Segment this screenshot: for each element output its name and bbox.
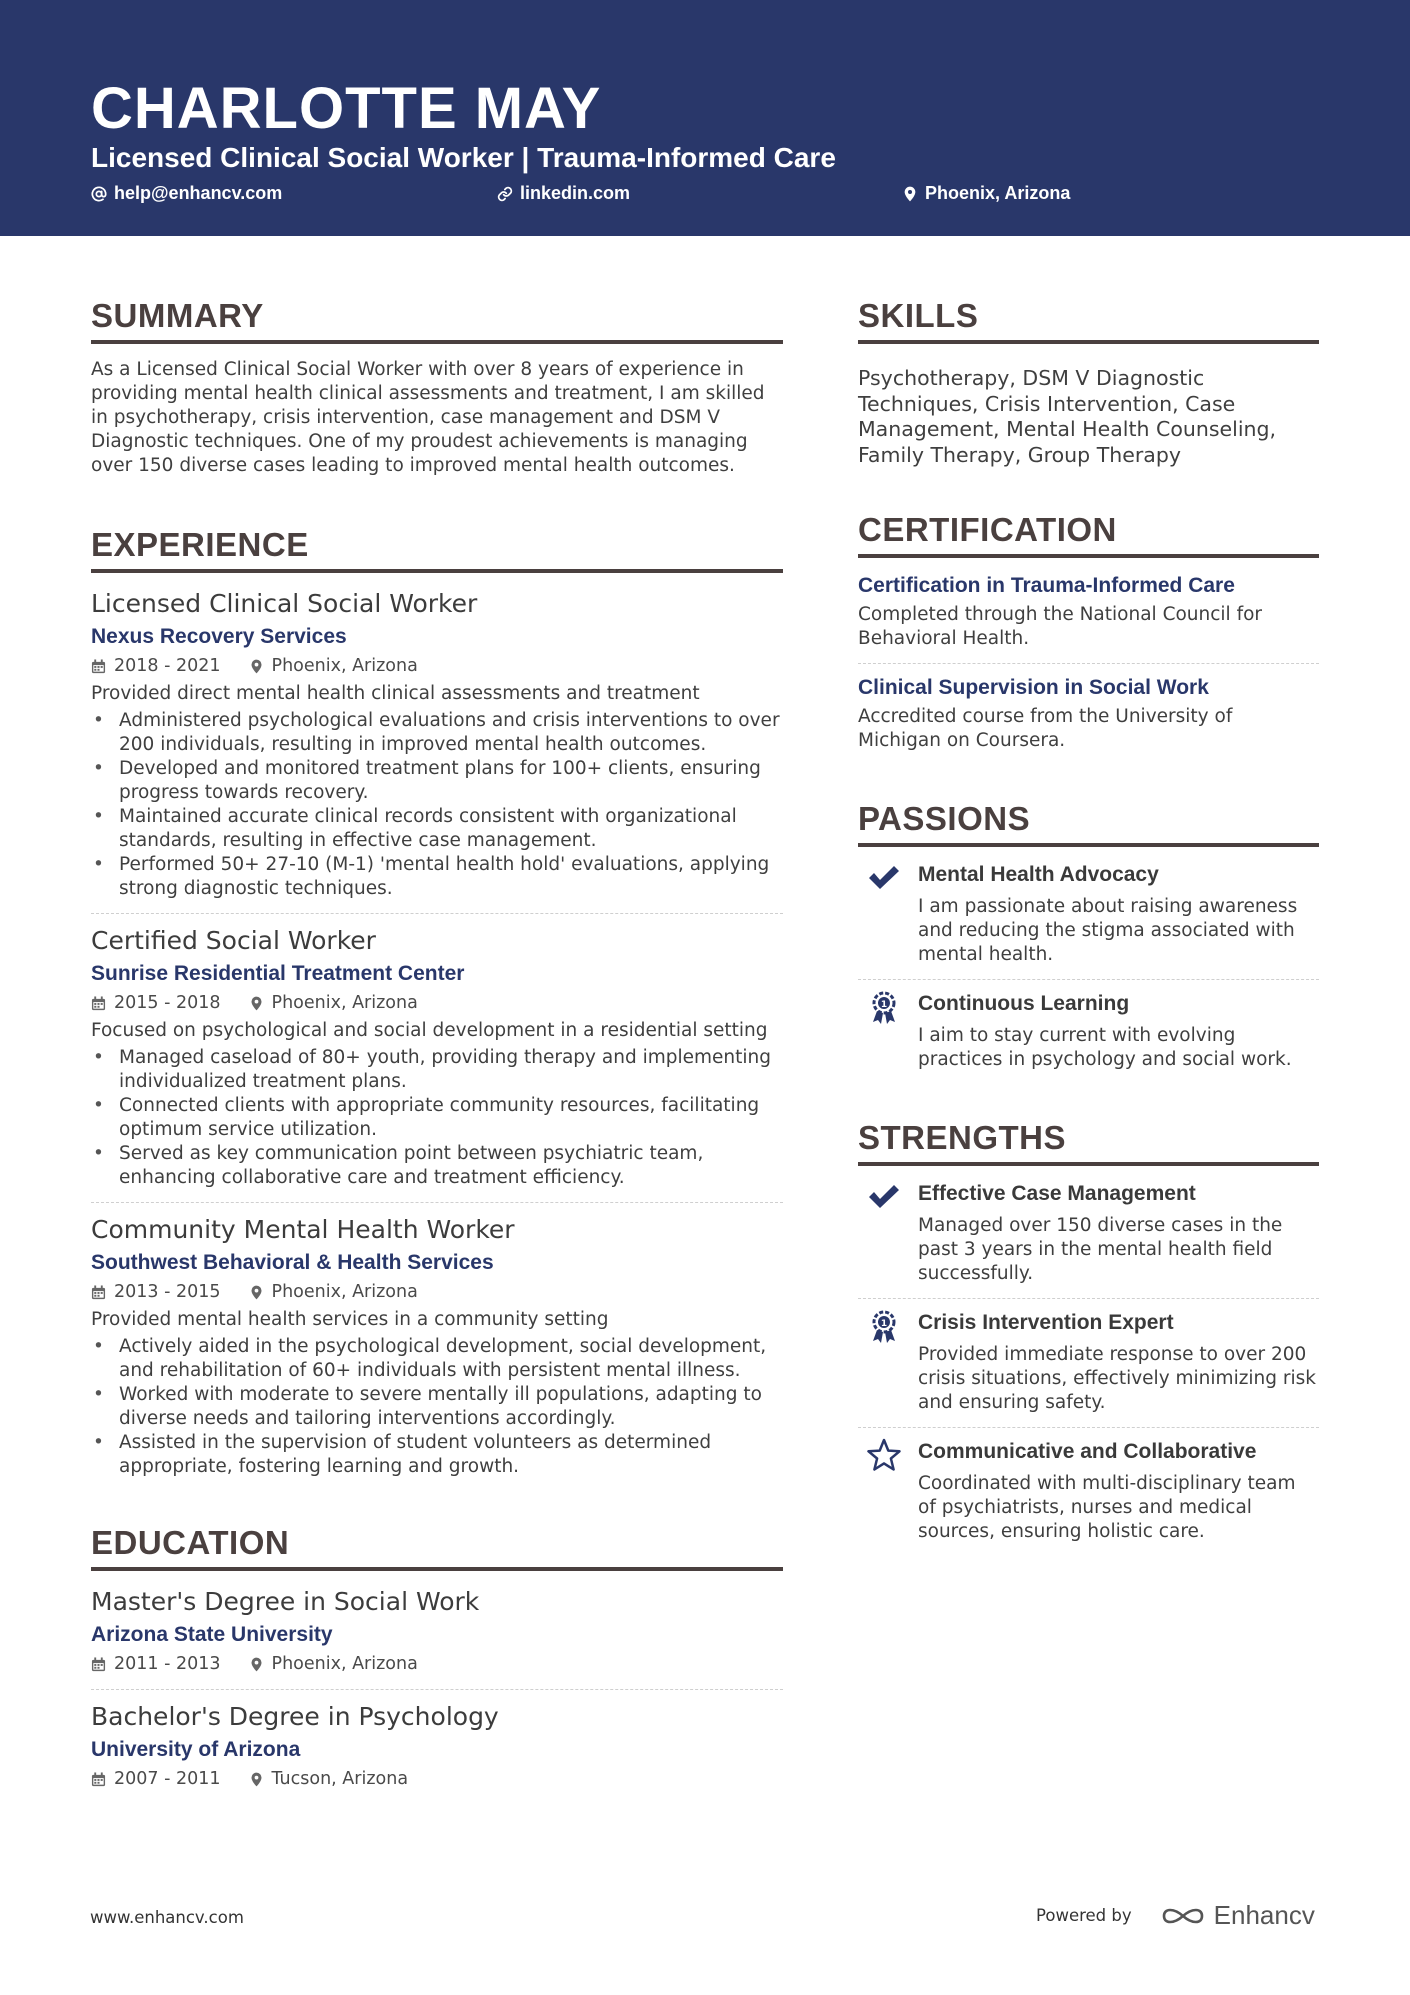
job-meta — [91, 1279, 783, 1305]
education-location — [249, 1651, 418, 1677]
contact-linkedin[interactable] — [497, 183, 630, 204]
strength-title: Crisis Intervention Expert — [918, 1311, 1174, 1334]
job-description: Provided direct mental health clinical assessments and treatment — [91, 683, 700, 704]
job-location-text: Phoenix, Arizona — [271, 993, 418, 1013]
passion-item — [858, 861, 1319, 967]
education-meta — [91, 1766, 783, 1792]
passions-heading: PASSIONS — [858, 799, 1319, 847]
svg-text:1: 1 — [880, 1319, 888, 1329]
candidate-name: CHARLOTTE MAY — [91, 76, 602, 141]
company-name: Nexus Recovery Services — [91, 625, 347, 648]
contact-linkedin-text: linkedin.com — [520, 183, 631, 203]
strength-title: Communicative and Collaborative — [918, 1440, 1257, 1463]
education-location-text: Tucson, Arizona — [271, 1769, 409, 1789]
entry-divider — [858, 1298, 1319, 1299]
contact-location-text: Phoenix, Arizona — [925, 183, 1071, 203]
calendar-icon — [91, 1657, 106, 1672]
education-section — [91, 1523, 783, 1792]
entry-divider — [91, 913, 783, 914]
certification-section — [858, 510, 1319, 753]
experience-entry — [91, 1213, 783, 1479]
contact-email-text: help@enhancv.com — [114, 183, 283, 203]
svg-text:1: 1 — [880, 1000, 888, 1010]
education-entry — [91, 1700, 783, 1792]
footer-website[interactable]: www.enhancv.com — [90, 1908, 244, 1927]
job-bullets — [91, 1046, 783, 1190]
experience-entry — [91, 587, 783, 901]
enhancv-logo[interactable] — [1160, 1900, 1315, 1931]
entry-divider — [91, 1689, 783, 1690]
skills-section — [858, 296, 1319, 468]
job-bullet: • Developed and monitored treatment plans for 100+ clients, ensuring progress towards recovery. — [91, 757, 783, 805]
certification-entry — [858, 572, 1319, 651]
school-name: University of Arizona — [91, 1738, 301, 1761]
job-location-text: Phoenix, Arizona — [271, 656, 418, 676]
strength-description: Coordinated with multi-disciplinary team of psychiatrists, nurses and medical sources, ensuring holistic care. — [918, 1473, 1296, 1542]
education-location — [249, 1766, 409, 1792]
job-bullet: • Connected clients with appropriate community resources, facilitating optimum service utilization. — [91, 1094, 783, 1142]
experience-heading: EXPERIENCE — [91, 525, 783, 573]
degree-title: Bachelor's Degree in Psychology — [91, 1702, 499, 1731]
job-bullet: • Served as key communication point between psychiatric team, enhancing collaborative care and treatment efficiency. — [91, 1142, 783, 1190]
skills-heading: SKILLS — [858, 296, 1319, 344]
job-location — [249, 653, 418, 679]
entry-divider — [91, 1202, 783, 1203]
check-icon — [862, 1180, 906, 1216]
job-location-text: Phoenix, Arizona — [271, 1282, 418, 1302]
map-pin-icon — [249, 1657, 264, 1672]
job-dates: 2018 - 2021 — [114, 656, 221, 676]
strengths-section — [858, 1118, 1319, 1544]
strength-title: Effective Case Management — [918, 1182, 1196, 1205]
star-outline-icon — [862, 1438, 906, 1474]
left-column — [91, 296, 783, 1792]
job-bullet: • Performed 50+ 27-10 (M-1) 'mental health hold' evaluations, applying strong diagnostic techniques. — [91, 853, 783, 901]
strength-description: Managed over 150 diverse cases in the past 3 years in the mental health field successfully. — [918, 1215, 1283, 1284]
summary-text: As a Licensed Clinical Social Worker with over 8 years of experience in providing mental health clinical assessments and treatment, I am skilled in psychotherapy, crisis intervention, case management and DSM V Diagnostic techniques. One of my proudest achievements is managing over 150 diverse cases leading to improved mental health outcomes. — [91, 359, 765, 476]
job-bullets — [91, 1335, 783, 1479]
job-bullet: • Actively aided in the psychological development, social development, and rehabilitation of 60+ individuals with persistent mental illness. — [91, 1335, 783, 1383]
strength-item — [858, 1438, 1319, 1544]
strengths-heading: STRENGTHS — [858, 1118, 1319, 1166]
degree-title: Master's Degree in Social Work — [91, 1587, 480, 1616]
job-bullets — [91, 709, 783, 901]
link-icon — [497, 186, 513, 202]
job-description: Provided mental health services in a community setting — [91, 1309, 609, 1330]
contact-location — [902, 183, 1070, 204]
passion-title: Mental Health Advocacy — [918, 863, 1159, 886]
job-bullet: • Administered psychological evaluations and crisis interventions to over 200 individuals, resulting in improved mental health outcomes. — [91, 709, 783, 757]
passion-item — [858, 990, 1319, 1072]
strength-item — [858, 1309, 1319, 1415]
job-title: Licensed Clinical Social Worker — [91, 589, 478, 618]
passions-section — [858, 799, 1319, 1072]
passion-description: I aim to stay current with evolving practices in psychology and social work. — [918, 1025, 1292, 1070]
job-meta — [91, 990, 783, 1016]
certification-description: Accredited course from the University of Michigan on Coursera. — [858, 706, 1233, 751]
map-pin-icon — [249, 1772, 264, 1787]
job-title: Certified Social Worker — [91, 926, 376, 955]
footer-branding — [1036, 1900, 1315, 1931]
map-pin-icon — [249, 996, 264, 1011]
map-pin-icon — [902, 186, 918, 202]
education-location-text: Phoenix, Arizona — [271, 1654, 418, 1674]
enhancv-logo-icon — [1160, 1903, 1206, 1929]
certification-name: Clinical Supervision in Social Work — [858, 676, 1209, 699]
enhancv-logo-text: Enhancv — [1213, 1900, 1315, 1930]
job-meta — [91, 653, 783, 679]
job-bullet: • Worked with moderate to severe mentally ill populations, adapting to diverse needs and tailoring interventions accordingly. — [91, 1383, 783, 1431]
job-bullet: • Assisted in the supervision of student volunteers as determined appropriate, fostering learning and growth. — [91, 1431, 783, 1479]
summary-heading: SUMMARY — [91, 296, 783, 344]
right-column — [858, 296, 1319, 1544]
job-bullet: • Managed caseload of 80+ youth, providing therapy and implementing individualized treatment plans. — [91, 1046, 783, 1094]
education-dates: 2011 - 2013 — [114, 1654, 221, 1674]
passion-description: I am passionate about raising awareness and reducing the stigma associated with mental health. — [918, 896, 1298, 965]
summary-section — [91, 296, 783, 478]
job-dates: 2013 - 2015 — [114, 1282, 221, 1302]
contact-email[interactable] — [91, 183, 282, 204]
experience-entry — [91, 924, 783, 1190]
candidate-headline: Licensed Clinical Social Worker | Trauma-Informed Care — [91, 142, 836, 173]
strength-item — [858, 1180, 1319, 1286]
map-pin-icon — [249, 659, 264, 674]
job-bullet: • Maintained accurate clinical records consistent with organizational standards, resulting in effective case management. — [91, 805, 783, 853]
certification-entry — [858, 674, 1319, 753]
education-dates: 2007 - 2011 — [114, 1769, 221, 1789]
entry-divider — [858, 1427, 1319, 1428]
company-name: Southwest Behavioral & Health Services — [91, 1251, 494, 1274]
certification-description: Completed through the National Council for Behavioral Health. — [858, 604, 1263, 649]
entry-divider — [858, 979, 1319, 980]
resume-header — [0, 0, 1410, 236]
calendar-icon — [91, 659, 106, 674]
check-icon — [862, 861, 906, 897]
job-description: Focused on psychological and social development in a residential setting — [91, 1020, 768, 1041]
job-dates: 2015 - 2018 — [114, 993, 221, 1013]
calendar-icon — [91, 1285, 106, 1300]
education-heading: EDUCATION — [91, 1523, 783, 1571]
experience-section — [91, 525, 783, 1479]
at-sign-icon — [91, 186, 107, 202]
education-entry — [91, 1585, 783, 1677]
award-ribbon-icon — [862, 1309, 906, 1345]
skills-text: Psychotherapy, DSM V Diagnostic Techniques, Crisis Intervention, Case Management, Mental Health Counseling, Family Therapy, Group Therapy — [858, 366, 1277, 467]
job-location — [249, 990, 418, 1016]
job-title: Community Mental Health Worker — [91, 1215, 515, 1244]
strength-description: Provided immediate response to over 200 crisis situations, effectively minimizing risk and ensuring safety. — [918, 1344, 1317, 1413]
calendar-icon — [91, 996, 106, 1011]
certification-name: Certification in Trauma-Informed Care — [858, 574, 1235, 597]
entry-divider — [858, 663, 1319, 664]
job-location — [249, 1279, 418, 1305]
company-name: Sunrise Residential Treatment Center — [91, 962, 465, 985]
award-ribbon-icon — [862, 990, 906, 1026]
certification-heading: CERTIFICATION — [858, 510, 1319, 558]
map-pin-icon — [249, 1285, 264, 1300]
passion-title: Continuous Learning — [918, 992, 1130, 1015]
calendar-icon — [91, 1772, 106, 1787]
education-meta — [91, 1651, 783, 1677]
powered-by-label: Powered by — [1036, 1906, 1132, 1925]
school-name: Arizona State University — [91, 1623, 333, 1646]
